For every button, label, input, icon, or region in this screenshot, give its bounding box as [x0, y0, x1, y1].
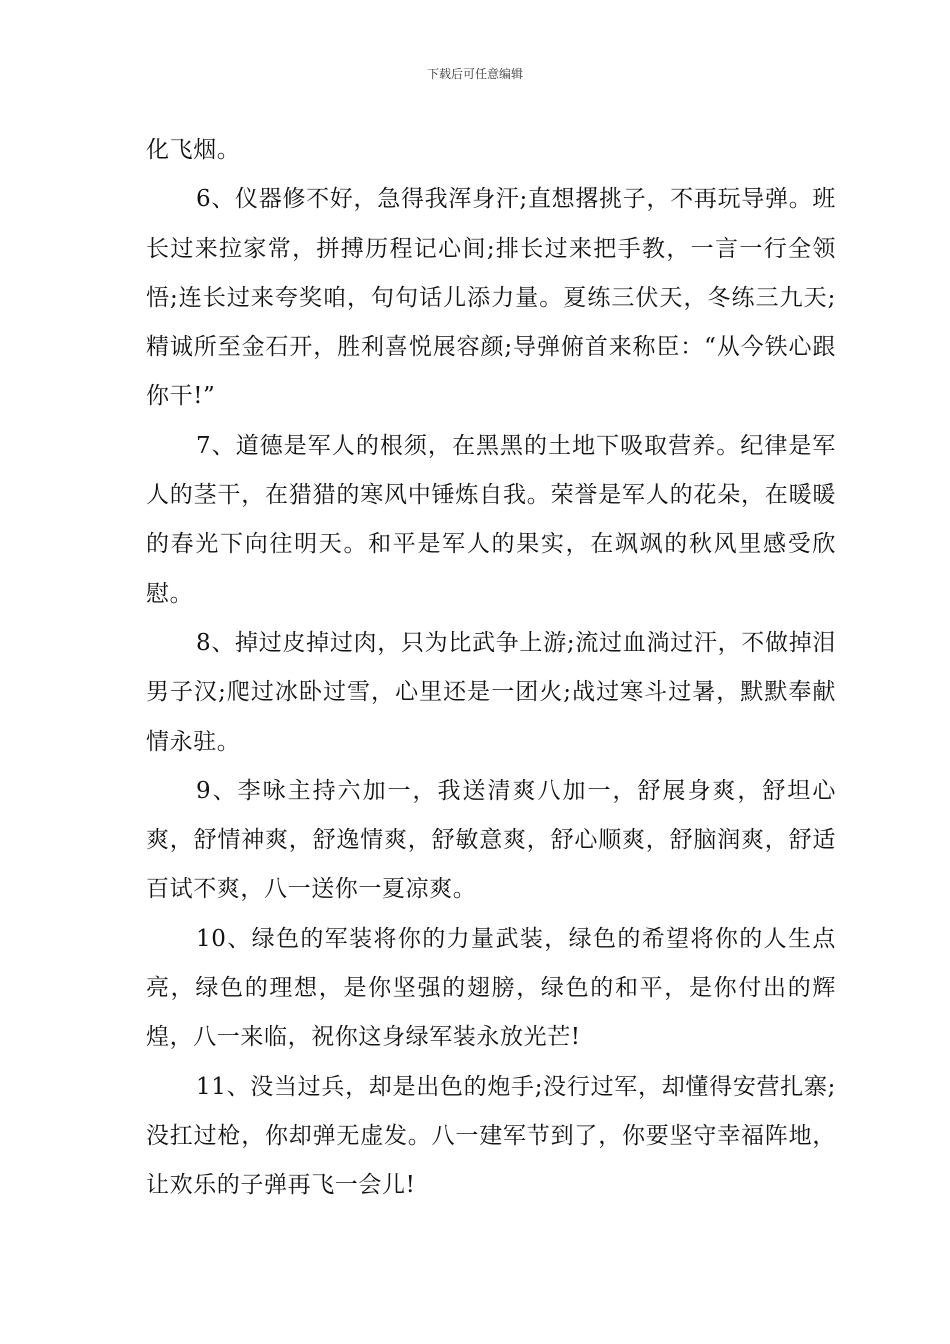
paragraph-6: 6、仪器修不好，急得我浑身汗;直想撂挑子，不再玩导弹。班长过来拉家常，拼搏历程记心间;排长过来把手教，一言一行全领悟;连长过来夸奖咱，句句话儿添力量。夏练三伏天，冬练三九天;精诚所至金石开，胜利喜悦展容颜;导弹俯首来称臣：“从今铁心跟你干!” — [146, 186, 836, 410]
paragraph-7: 7、道德是军人的根须，在黑黑的土地下吸取营养。纪律是军人的茎干，在猎猎的寒风中锤炼自我。荣誉是军人的花朵，在暖暖的春光下向往明天。和平是军人的果实，在飒飒的秋风里感受欣慰。 — [146, 432, 836, 607]
document-body — [146, 126, 836, 1211]
page-header: 下载后可任意编辑 — [426, 67, 523, 81]
paragraph-10: 10、绿色的军装将你的力量武装，绿色的希望将你的人生点亮，绿色的理想，是你坚强的翅膀，绿色的和平，是你付出的辉煌，八一来临，祝你这身绿军装永放光芒! — [146, 925, 836, 1051]
paragraph-continued: 化飞烟。 — [146, 137, 241, 163]
paragraph-8: 8、掉过皮掉过肉，只为比武争上游;流过血淌过汗，不做掉泪男子汉;爬过冰卧过雪，心里还是一团火;战过寒斗过暑，默默奉献情永驻。 — [146, 629, 836, 755]
paragraph-11: 11、没当过兵，却是出色的炮手;没行过军，却懂得安营扎寨;没扛过枪，你却弹无虚发。八一建军节到了，你要坚守幸福阵地，让欢乐的子弹再飞一会儿! — [146, 1073, 836, 1199]
paragraph-9: 9、李咏主持六加一，我送清爽八加一，舒展身爽，舒坦心爽，舒情神爽，舒逸情爽，舒敏意爽，舒心顺爽，舒脑润爽，舒适百试不爽，八一送你一夏凉爽。 — [146, 777, 836, 903]
